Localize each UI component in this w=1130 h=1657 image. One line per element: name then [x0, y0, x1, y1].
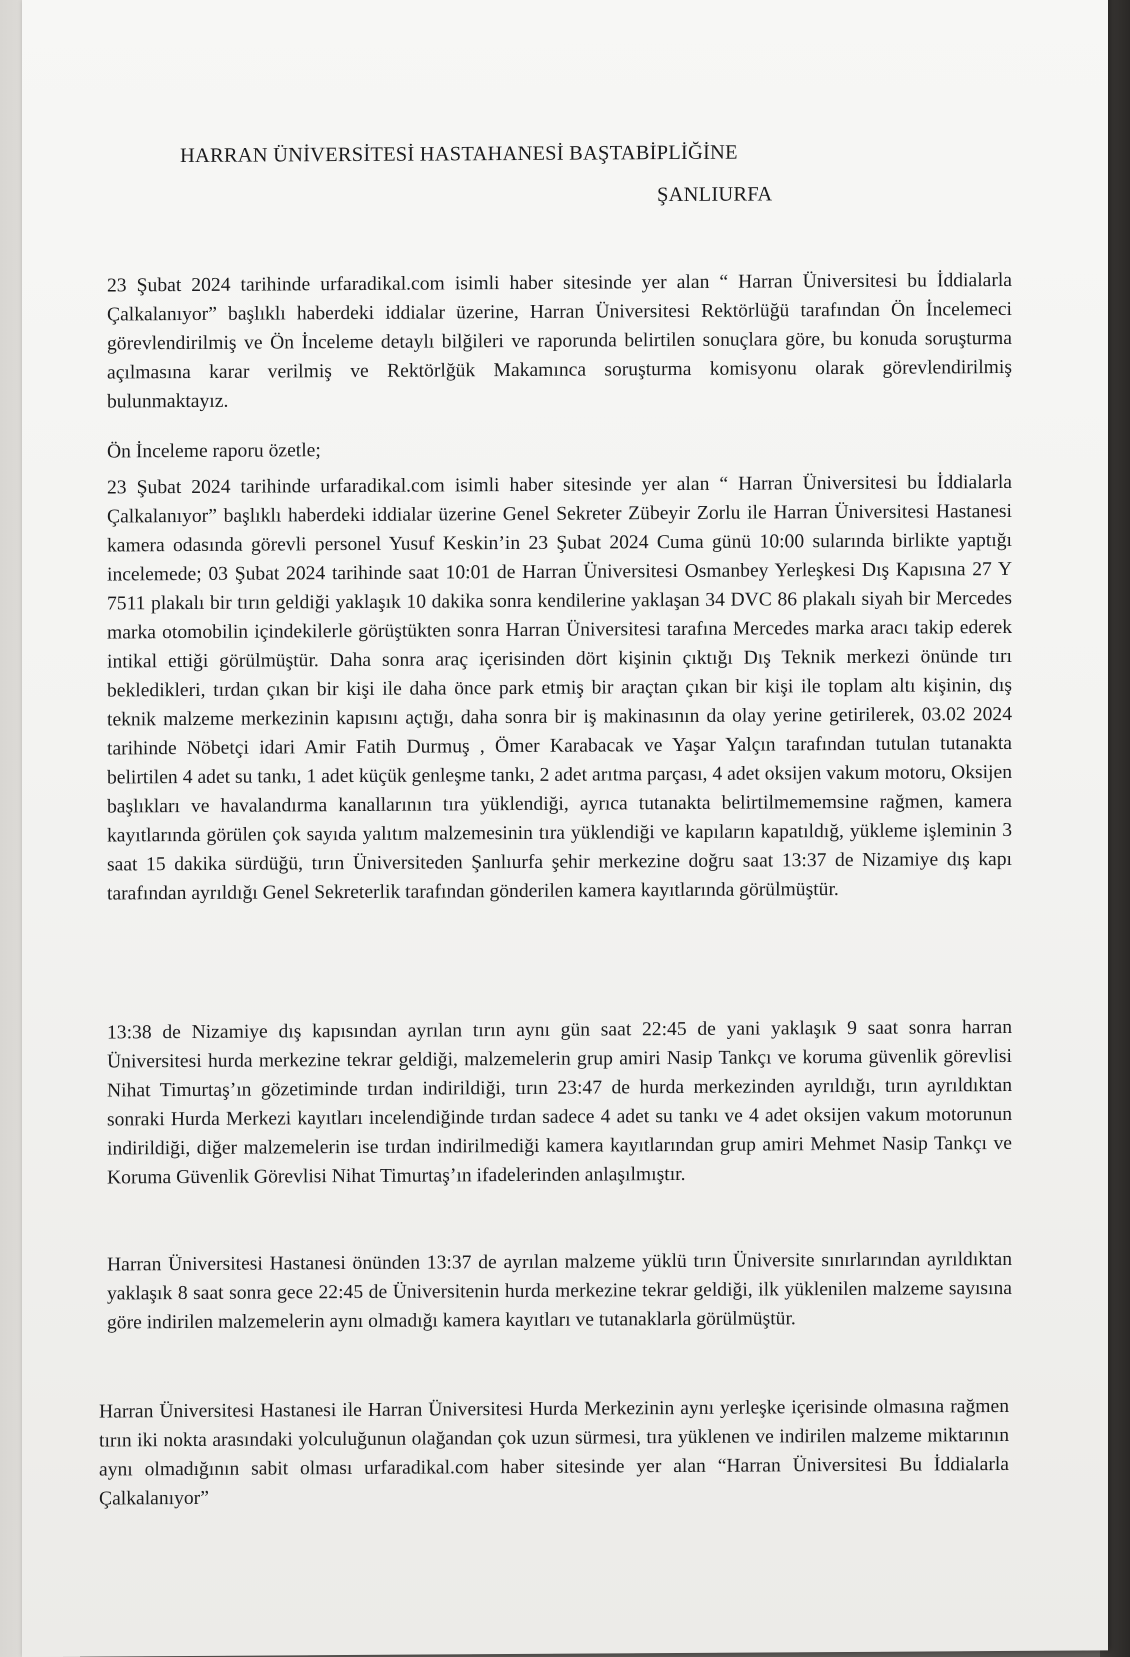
paragraph-camera-review: 23 Şubat 2024 tarihinde urfaradikal.com isimli haber sitesinde yer alan “ Harran Üniversitesi bu İddialarla Çalkalanıyor” başlıklı haberdeki iddialar üzerine Genel Sekreter Zübeyir Zorlu ile Harran Üniversitesi Hastanesi kamera odasında görevli personel Yusuf Keskin’in 23 Şubat 2024 Cuma günü 10:00 sularında birlikte yaptığı incelemede; 03 Şubat 2024 tarihinde saat 10:01 de Harran Üniversitesi Osmanbey Yerleşkesi Dış Kapısına 27 Y 7511 plakalı bir tırın geldiği yaklaşık 10 dakika sonra kendilerine yaklaşan 34 DVC 86 plakalı siyah bir Mercedes marka otomobilin içindekilerle görüştükten sonra Harran Üniversitesi tarafına Mercedes marka aracı takip ederek intikal ettiği görülmüştür. Daha sonra araç içerisinden dört kişinin çıktığı Dış Teknik merkezi önünde tırı bekledikleri, tırdan çıkan bir kişi ile daha önce park etmiş bir araçtan çıkan bir kişi ile toplam altı kişinin, dış teknik malzeme merkezinin kapısını açtığı, daha sonra bir iş makinasının da olay yerine getirilerek, 03.02 2024 tarihinde Nöbetçi idari Amir Fatih Durmuş , Ömer Karabacak ve Yaşar Yalçın tarafından tutulan tutanakta belirtilen 4 adet su tankı, 1 adet küçük genleşme tankı, 2 adet arıtma parçası, 4 adet oksijen vakum motoru, Oksijen başlıkları ve havalandırma kanallarının tıra yüklendiği, ayrıca tutanakta belirtilmememsine rağmen, kamera kayıtlarında görülen çok sayıda yalıtım malzemesinin tıra yüklendiği ve kapıların kapatıldığ, yükleme işleminin 3 saat 15 dakika sürdüğü, tırın Üniversiteden Şanlıurfa şehir merkezine doğru saat 13:37 de Nizamiye dış kapı tarafından ayrıldığı Genel Sekreterlik tarafından gönderilen kamera kayıtlarında görülmüştür.	[107, 471, 1012, 905]
paragraph-conclusion: Harran Üniversitesi Hastanesi ile Harran Üniversitesi Hurda Merkezinin aynı yerleşke içerisinde olmasına rağmen tırın iki nokta arasındaki yolculuğunun olağandan çok uzun sürmesi, tıra yüklenen ve indirilen malzeme miktarının aynı olmadığının sabit olması urfaradikal.com haber sitesinde yer alan “Harran Üniversitesi Bu İddialarla Çalkalanıyor”	[99, 1395, 1009, 1510]
paragraph-timeline: Harran Üniversitesi Hastanesi önünden 13:37 de ayrılan malzeme yüklü tırın Üniversite sınırlarından ayrıldıktan yaklaşık 8 saat sonra gece 22:45 de Üniversitenin hurda merkezine tekrar geldiği, ilk yüklenilen malzeme sayısına göre indirilen malzemelerin aynı olmadığı kamera kayıtları ve tutanaklarla görülmüştür.	[107, 1248, 1012, 1334]
paragraph-scrap-center: 13:38 de Nizamiye dış kapısından ayrılan tırın aynı gün saat 22:45 de yani yaklaşık 9 saat sonra harran Üniversitesi hurda merkezine tekrar geldiği, malzemelerin grup amiri Nasip Tankçı ve koruma güvenlik görevlisi Nihat Timurtaş’ın gözetiminde tırdan indirildiği, tırın 23:47 de hurda merkezinden ayrıldığı, tırın ayrıldıktan sonraki Hurda Merkezi kayıtları incelendiğinde tırdan sadece 4 adet su tankı ve 4 adet oksijen vakum motorunun indirildiği, diğer malzemelerin ise tırdan indirilmediği kamera kayıtlarından grup amiri Mehmet Nasip Tankçı ve Koruma Güvenlik Görevlisi Nihat Timurtaş’ın ifadelerinden anlaşılmıştır.	[107, 1016, 1012, 1189]
paragraph-intro: 23 Şubat 2024 tarihinde urfaradikal.com isimli haber sitesinde yer alan “ Harran Üniversitesi bu İddialarla Çalkalanıyor” başlıklı haberdeki iddialar üzerine, Harran Üniversitesi Rektörlüğü tarafından Ön İncelemeci görevlendirilmiş ve Ön İnceleme detaylı bilğileri ve raporunda belirtilen sonuçlara göre, bu konuda soruşturma açılmasına karar verilmiş ve Rektörlğük Makamınca soruşturma komisyonu olarak görevlendirilmiş bulunmaktayız.	[107, 269, 1012, 413]
paragraph-summary-lead: Ön İnceleme raporu özetle;	[107, 440, 321, 463]
document-city: ŞANLIURFA	[657, 183, 773, 207]
document-page	[22, 0, 1108, 1657]
document-heading: HARRAN ÜNİVERSİTESİ HASTAHANESİ BAŞTABİPLİĞİNE	[180, 141, 738, 168]
